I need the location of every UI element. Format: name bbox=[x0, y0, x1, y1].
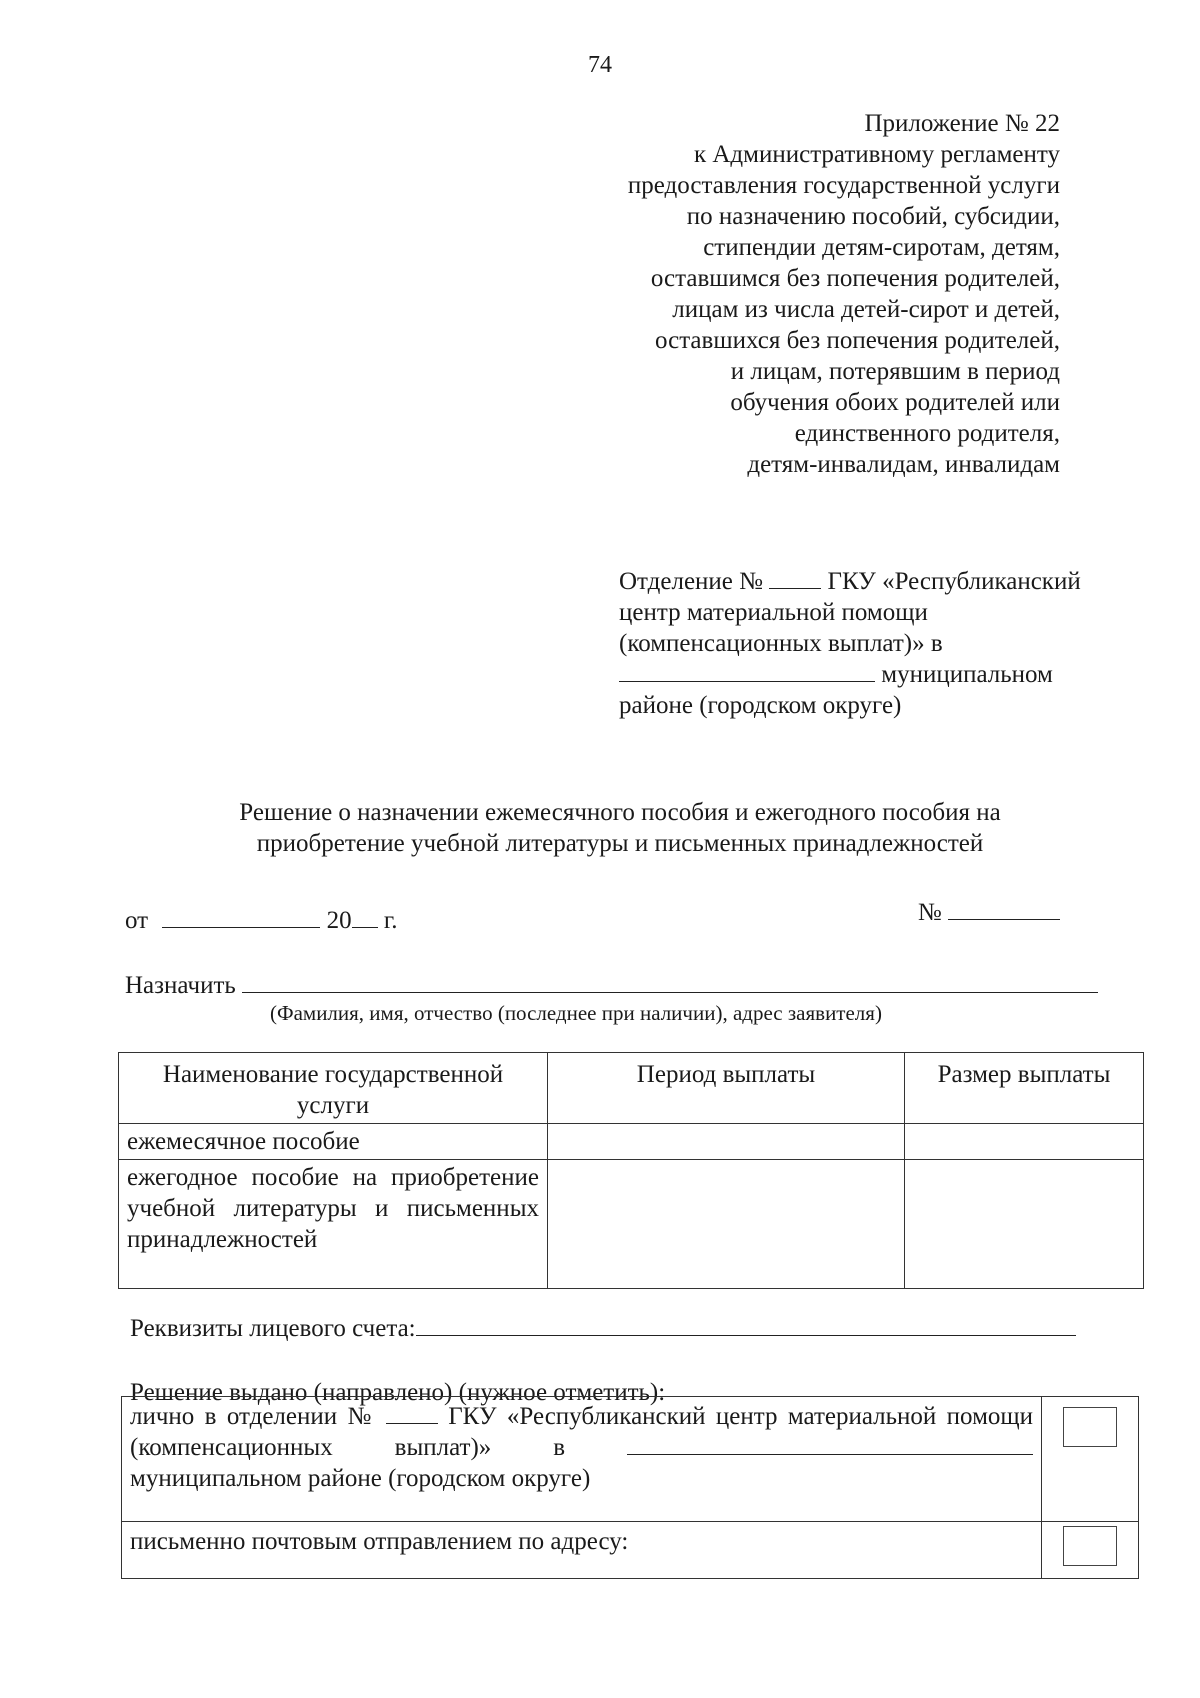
department-number-field[interactable] bbox=[769, 568, 821, 589]
department-suffix: ГКУ «Республиканский bbox=[827, 568, 1081, 595]
appendix-line: и лицам, потерявшим в период bbox=[730, 358, 1060, 385]
amount-cell[interactable] bbox=[905, 1124, 1144, 1160]
department-line: центр материальной помощи bbox=[619, 599, 928, 626]
department-line: муниципальном bbox=[881, 661, 1053, 688]
account-label: Реквизиты лицевого счета: bbox=[130, 1315, 416, 1342]
appendix-line: Приложение № 22 bbox=[864, 110, 1060, 137]
table-row bbox=[122, 1397, 1139, 1522]
decision-title-line: приобретение учебной литературы и письменных принадлежностей bbox=[256, 830, 984, 857]
account-field[interactable] bbox=[416, 1315, 1076, 1336]
option-text: письменно почтовым отправлением по адресу: bbox=[130, 1528, 629, 1555]
department-line: (компенсационных выплат)» в bbox=[619, 630, 943, 657]
number-label: № bbox=[917, 899, 942, 926]
period-cell[interactable] bbox=[548, 1124, 905, 1160]
table-row bbox=[119, 1124, 1144, 1160]
department-line: районе (городском округе) bbox=[619, 692, 902, 719]
municipality-field[interactable] bbox=[619, 661, 875, 682]
year-suffix: г. bbox=[383, 907, 398, 934]
appendix-line: обучения обоих родителей или bbox=[730, 389, 1060, 416]
applicant-field[interactable] bbox=[242, 972, 1098, 993]
assign-caption: (Фамилия, имя, отчество (последнее при наличии), адрес заявителя) bbox=[270, 1001, 882, 1025]
table-header: Период выплаты bbox=[548, 1053, 905, 1124]
municipality-field[interactable] bbox=[627, 1434, 1033, 1455]
appendix-line: лицам из числа детей-сирот и детей, bbox=[672, 296, 1060, 323]
service-name-cell: ежемесячное пособие bbox=[119, 1124, 548, 1160]
appendix-line: стипендии детям-сиротам, детям, bbox=[703, 234, 1060, 261]
appendix-header bbox=[500, 108, 1060, 480]
amount-cell[interactable] bbox=[905, 1160, 1144, 1289]
account-row bbox=[130, 1313, 1076, 1344]
table-row bbox=[122, 1522, 1139, 1579]
year-field[interactable] bbox=[352, 907, 378, 928]
appendix-line: единственного родителя, bbox=[794, 420, 1060, 447]
checkbox-cell bbox=[1042, 1522, 1139, 1579]
appendix-line: оставшихся без попечения родителей, bbox=[654, 327, 1060, 354]
assign-label: Назначить bbox=[125, 972, 236, 999]
appendix-line: по назначению пособий, субсидии, bbox=[686, 203, 1060, 230]
date-prefix: от bbox=[125, 907, 149, 934]
option-text: лично в отделении № bbox=[130, 1403, 376, 1430]
checkbox-in-person[interactable] bbox=[1063, 1407, 1117, 1447]
decision-title-line: Решение о назначении ежемесячного пособия и ежегодного пособия на bbox=[239, 799, 1001, 826]
appendix-line: предоставления государственной услуги bbox=[627, 172, 1060, 199]
benefit-table bbox=[118, 1052, 1144, 1289]
appendix-line: оставшимся без попечения родителей, bbox=[650, 265, 1060, 292]
appendix-line: к Административному регламенту bbox=[693, 141, 1060, 168]
period-cell[interactable] bbox=[548, 1160, 905, 1289]
table-header-row bbox=[119, 1053, 1144, 1124]
department-prefix: Отделение № bbox=[619, 568, 763, 595]
year-prefix: 20 bbox=[326, 907, 352, 934]
page-number: 74 bbox=[588, 52, 612, 78]
department-number-field[interactable] bbox=[386, 1403, 438, 1424]
department-block bbox=[619, 566, 1139, 721]
appendix-line: детям-инвалидам, инвалидам bbox=[747, 451, 1060, 478]
option-text: ГКУ «Республиканский центр материальной помощи (компенсационных выплат)» в bbox=[130, 1403, 1034, 1461]
service-name-cell: ежегодное пособие на приобретение учебной литературы и письменных принадлежностей bbox=[119, 1160, 548, 1289]
table-row bbox=[119, 1160, 1144, 1289]
delivery-table bbox=[121, 1396, 1139, 1579]
assign-row bbox=[125, 970, 1098, 1001]
delivery-option-mail bbox=[122, 1522, 1042, 1579]
number-row bbox=[918, 897, 1060, 928]
option-text: муниципальном районе (городском округе) bbox=[130, 1465, 591, 1492]
date-row bbox=[125, 905, 398, 936]
number-field[interactable] bbox=[948, 899, 1060, 920]
checkbox-cell bbox=[1042, 1397, 1139, 1522]
date-field[interactable] bbox=[162, 907, 320, 928]
issued-title: Решение выдано (направлено) (нужное отметить): bbox=[130, 1379, 666, 1406]
decision-title bbox=[160, 797, 1080, 859]
table-header: Наименование государственной услуги bbox=[119, 1053, 548, 1124]
table-header: Размер выплаты bbox=[905, 1053, 1144, 1124]
checkbox-mail[interactable] bbox=[1063, 1526, 1117, 1566]
delivery-option-in-person bbox=[122, 1397, 1042, 1522]
